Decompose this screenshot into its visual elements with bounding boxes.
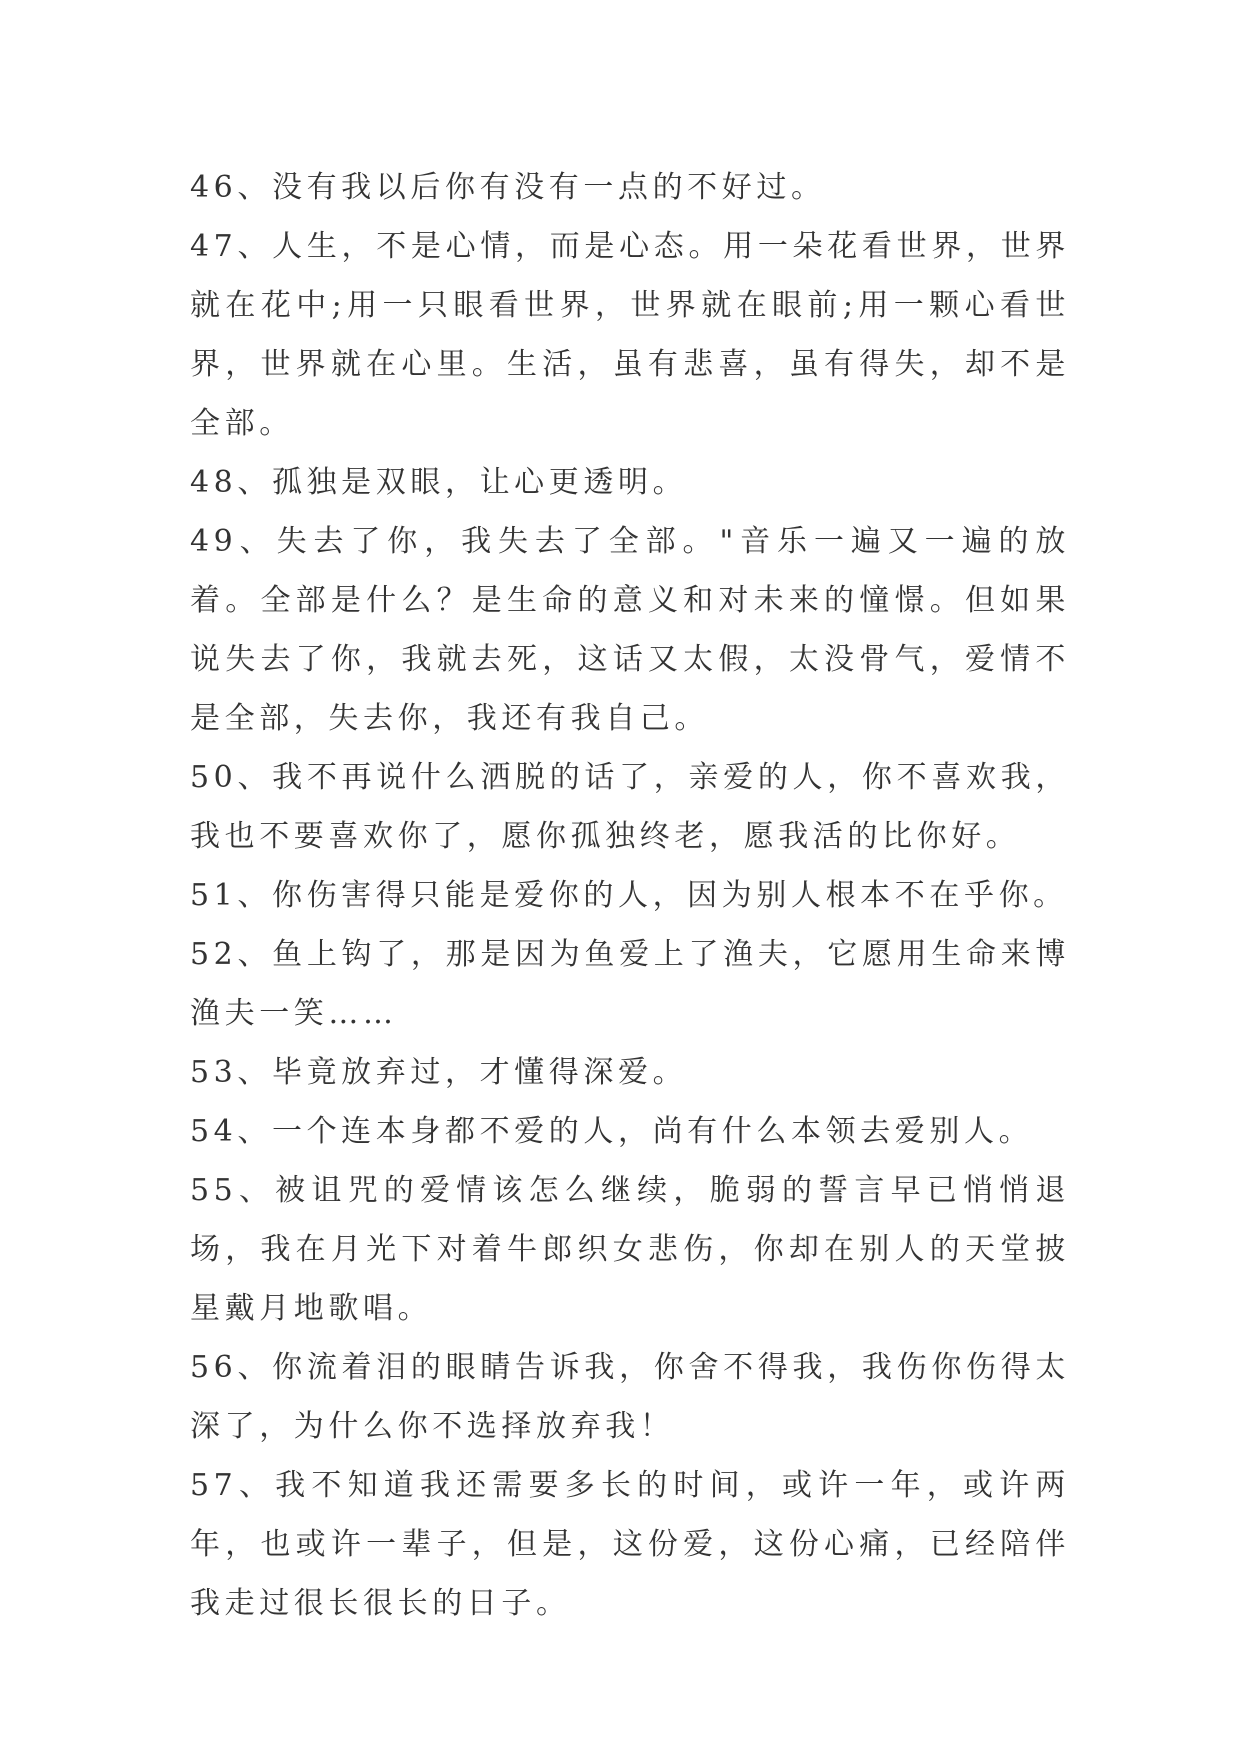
paragraph-51: 51、你伤害得只能是爱你的人，因为别人根本不在乎你。 [190,878,1068,913]
document-body [190,158,1070,1633]
paragraph-54: 54、一个连本身都不爱的人，尚有什么本领去爱别人。 [190,1114,1034,1149]
paragraph-55: 55、被诅咒的爱情该怎么继续，脆弱的誓言早已悄悄退场，我在月光下对着牛郎织女悲伤，你却在别人的天堂披星戴月地歌唱。 [190,1173,1070,1326]
paragraph-56: 56、你流着泪的眼睛告诉我，你舍不得我，我伤你伤得太深了，为什么你不选择放弃我！ [190,1350,1070,1444]
paragraph-52: 52、鱼上钩了，那是因为鱼爱上了渔夫，它愿用生命来博渔夫一笑…… [190,937,1070,1031]
paragraph-47: 47、人生，不是心情，而是心态。用一朵花看世界，世界就在花中;用一只眼看世界，世界就在眼前;用一颗心看世界，世界就在心里。生活，虽有悲喜，虽有得失，却不是全部。 [190,229,1070,441]
paragraph-50: 50、我不再说什么洒脱的话了，亲爱的人，你不喜欢我，我也不要喜欢你了，愿你孤独终老，愿我活的比你好。 [190,760,1070,854]
paragraph-46: 46、没有我以后你有没有一点的不好过。 [190,170,826,205]
paragraph-48: 48、孤独是双眼，让心更透明。 [190,465,688,500]
paragraph-57: 57、我不知道我还需要多长的时间，或许一年，或许两年，也或许一辈子，但是，这份爱，这份心痛，已经陪伴我走过很长很长的日子。 [190,1468,1070,1621]
paragraph-49: 49、失去了你，我失去了全部。"音乐一遍又一遍的放着。全部是什么？是生命的意义和对未来的憧憬。但如果说失去了你，我就去死，这话又太假，太没骨气，爱情不是全部，失去你，我还有我自己。 [190,524,1070,736]
paragraph-53: 53、毕竟放弃过，才懂得深爱。 [190,1055,688,1090]
